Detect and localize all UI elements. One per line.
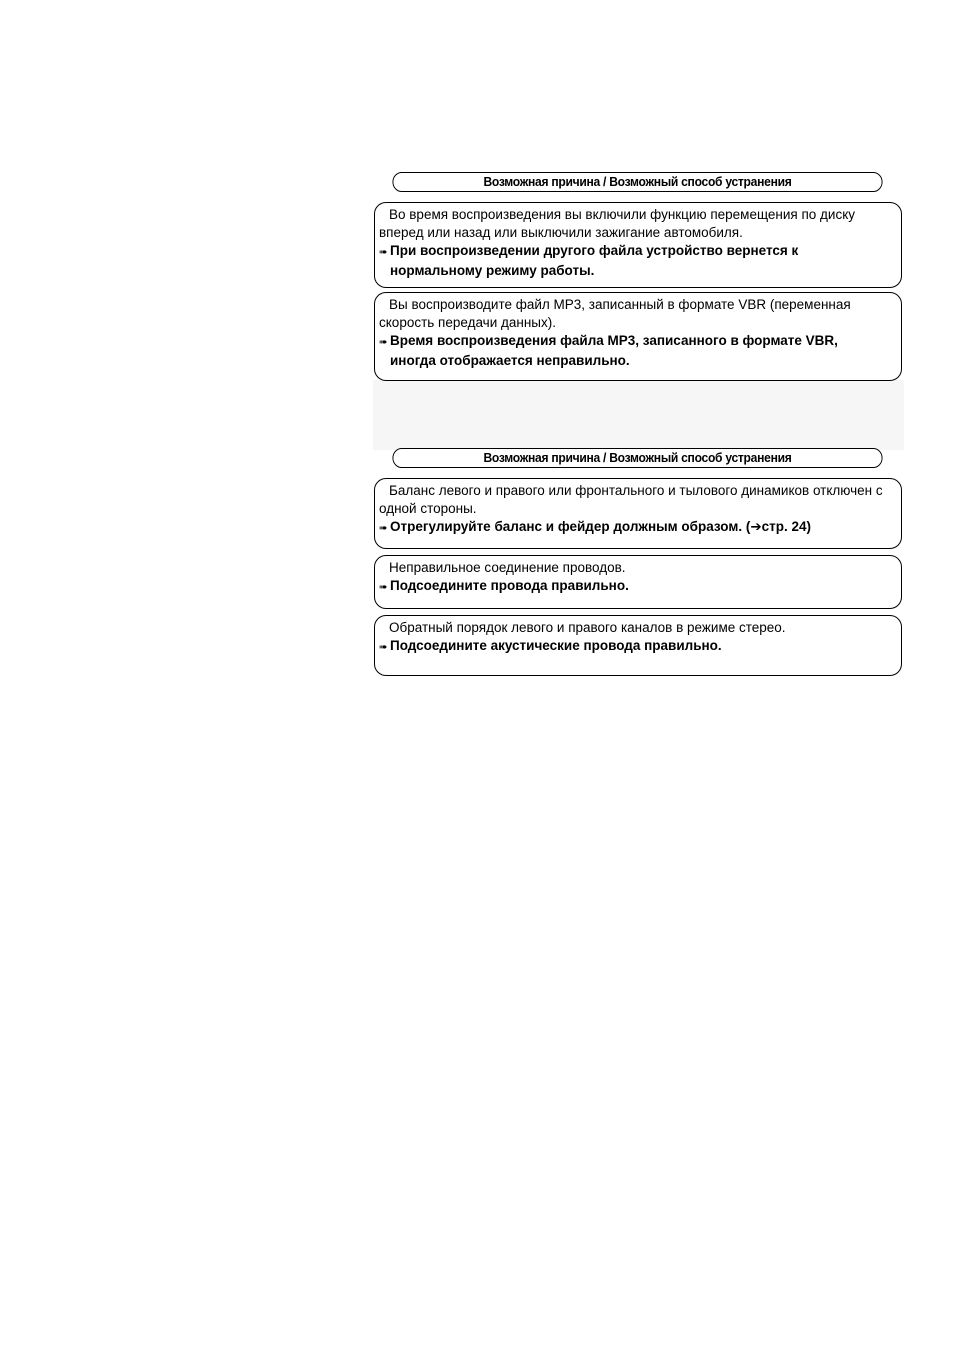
cause-text: Во время воспроизведения вы включили функцию перемещения по диску вперед или назад или выключили зажигание автомобиля. <box>379 207 856 240</box>
fix-text <box>379 518 887 538</box>
arrow-right-icon: ➠ <box>379 582 386 593</box>
cause-text: Вы воспроизводите файл MP3, записанный в формате VBR (переменная скорость передачи данных). <box>379 297 851 330</box>
fix-text <box>379 242 887 280</box>
section-1-header: Возможная причина / Возможный способ устранения <box>392 172 882 192</box>
fix-label: Подсоедините акустические провода правильно. <box>390 638 722 653</box>
section-1-item-1 <box>374 202 902 288</box>
section-2-item-2 <box>374 555 902 609</box>
fix-text <box>379 637 887 657</box>
section-1-item-2 <box>374 292 902 381</box>
arrow-right-icon: ➠ <box>379 642 386 653</box>
cause-text: Баланс левого и правого или фронтального и тылового динамиков отключен с одной стороны. <box>379 483 883 516</box>
section-2-item-1 <box>374 478 902 549</box>
fix-text <box>379 332 887 370</box>
arrow-right-icon: ➠ <box>379 523 386 534</box>
shaded-band <box>373 380 904 450</box>
arrow-right-icon: ➠ <box>379 337 386 348</box>
arrow-right-icon: ➠ <box>379 247 386 258</box>
fix-label: При воспроизведении другого файла устройство вернется к нормальному режиму работы. <box>390 243 799 278</box>
fix-label: Отрегулируйте баланс и фейдер должным образом. (➔стр. 24) <box>390 519 812 534</box>
section-2-item-3 <box>374 615 902 676</box>
fix-label: Время воспроизведения файла MP3, записанного в формате VBR, иногда отображается неправильно. <box>390 333 838 368</box>
section-2-header: Возможная причина / Возможный способ устранения <box>392 448 882 468</box>
cause-text: Неправильное соединение проводов. <box>389 560 626 575</box>
cause-text: Обратный порядок левого и правого каналов в режиме стерео. <box>389 620 786 635</box>
fix-text <box>379 577 887 597</box>
fix-label: Подсоедините провода правильно. <box>390 578 629 593</box>
